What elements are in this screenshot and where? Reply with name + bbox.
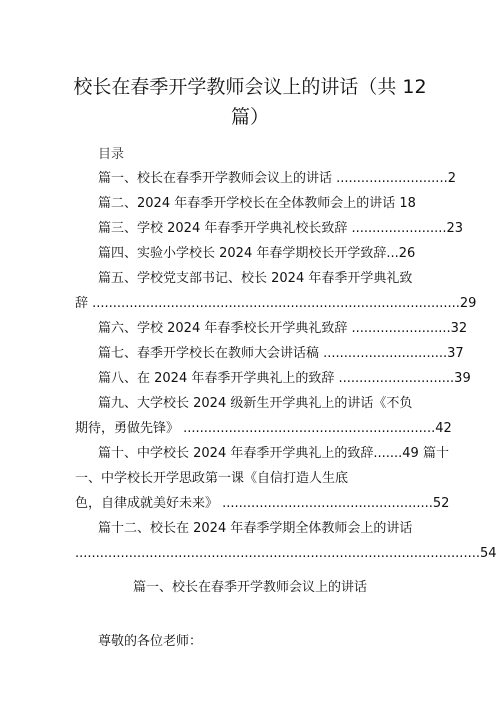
toc-label: 目录 [98,147,125,162]
toc-entry-8[interactable]: 篇八、在 2024 年春季开学典礼上的致辞 ............................39 [98,371,471,386]
title-line-2: 篇） [230,106,269,128]
section-heading: 篇一、校长在春季开学教师会议上的讲话 [132,580,367,595]
toc-entry-6[interactable]: 篇六、学校 2024 年春季校长开学典礼致辞 ........................32 [98,321,468,336]
greeting: 尊敬的各位老师： [98,634,203,649]
toc-entry-11-cont[interactable]: 色，自律成就美好未来》 ...................................................52 [75,496,450,511]
toc-entry-9-cont[interactable]: 期待，勇做先锋》 .............................................................42 [75,421,452,436]
toc-entry-7[interactable]: 篇七、春季开学校长在教师大会讲话稿 ..............................37 [98,346,464,361]
toc-entry-11[interactable]: 一、中学校长开学思政第一课《自信打造人生底 [75,471,349,486]
toc-entry-9[interactable]: 篇九、大学校长 2024 级新生开学典礼上的讲话《不负 [98,396,413,411]
title-line-1: 校长在春季开学教师会议上的讲话（共 12 [73,76,427,98]
toc-entry-4[interactable]: 篇四、实验小学校长 2024 年春学期校长开学致辞...26 [98,246,416,261]
document-title [0,72,500,132]
toc-entry-3[interactable]: 篇三、学校 2024 年春季开学典礼校长致辞 .......................23 [98,221,464,236]
toc-entry-12-cont[interactable]: ..................................................................................................54 [75,546,497,561]
toc-entry-5-cont[interactable]: 辞 .........................................................................................29 [75,296,477,311]
toc-entry-10[interactable]: 篇十、中学校长 2024 年春季开学典礼上的致辞.......49 篇十 [98,446,449,461]
toc-entry-2[interactable]: 篇二、2024 年春季开学校长在全体教师会上的讲话 18 [98,196,416,211]
toc-entry-12[interactable]: 篇十二、校长在 2024 年春季学期全体教师会上的讲话 [98,521,413,536]
toc-entry-5[interactable]: 篇五、学校党支部书记、校长 2024 年春季开学典礼致 [98,271,413,286]
toc-entry-1[interactable]: 篇一、校长在春季开学教师会议上的讲话 ...........................2 [98,171,456,186]
